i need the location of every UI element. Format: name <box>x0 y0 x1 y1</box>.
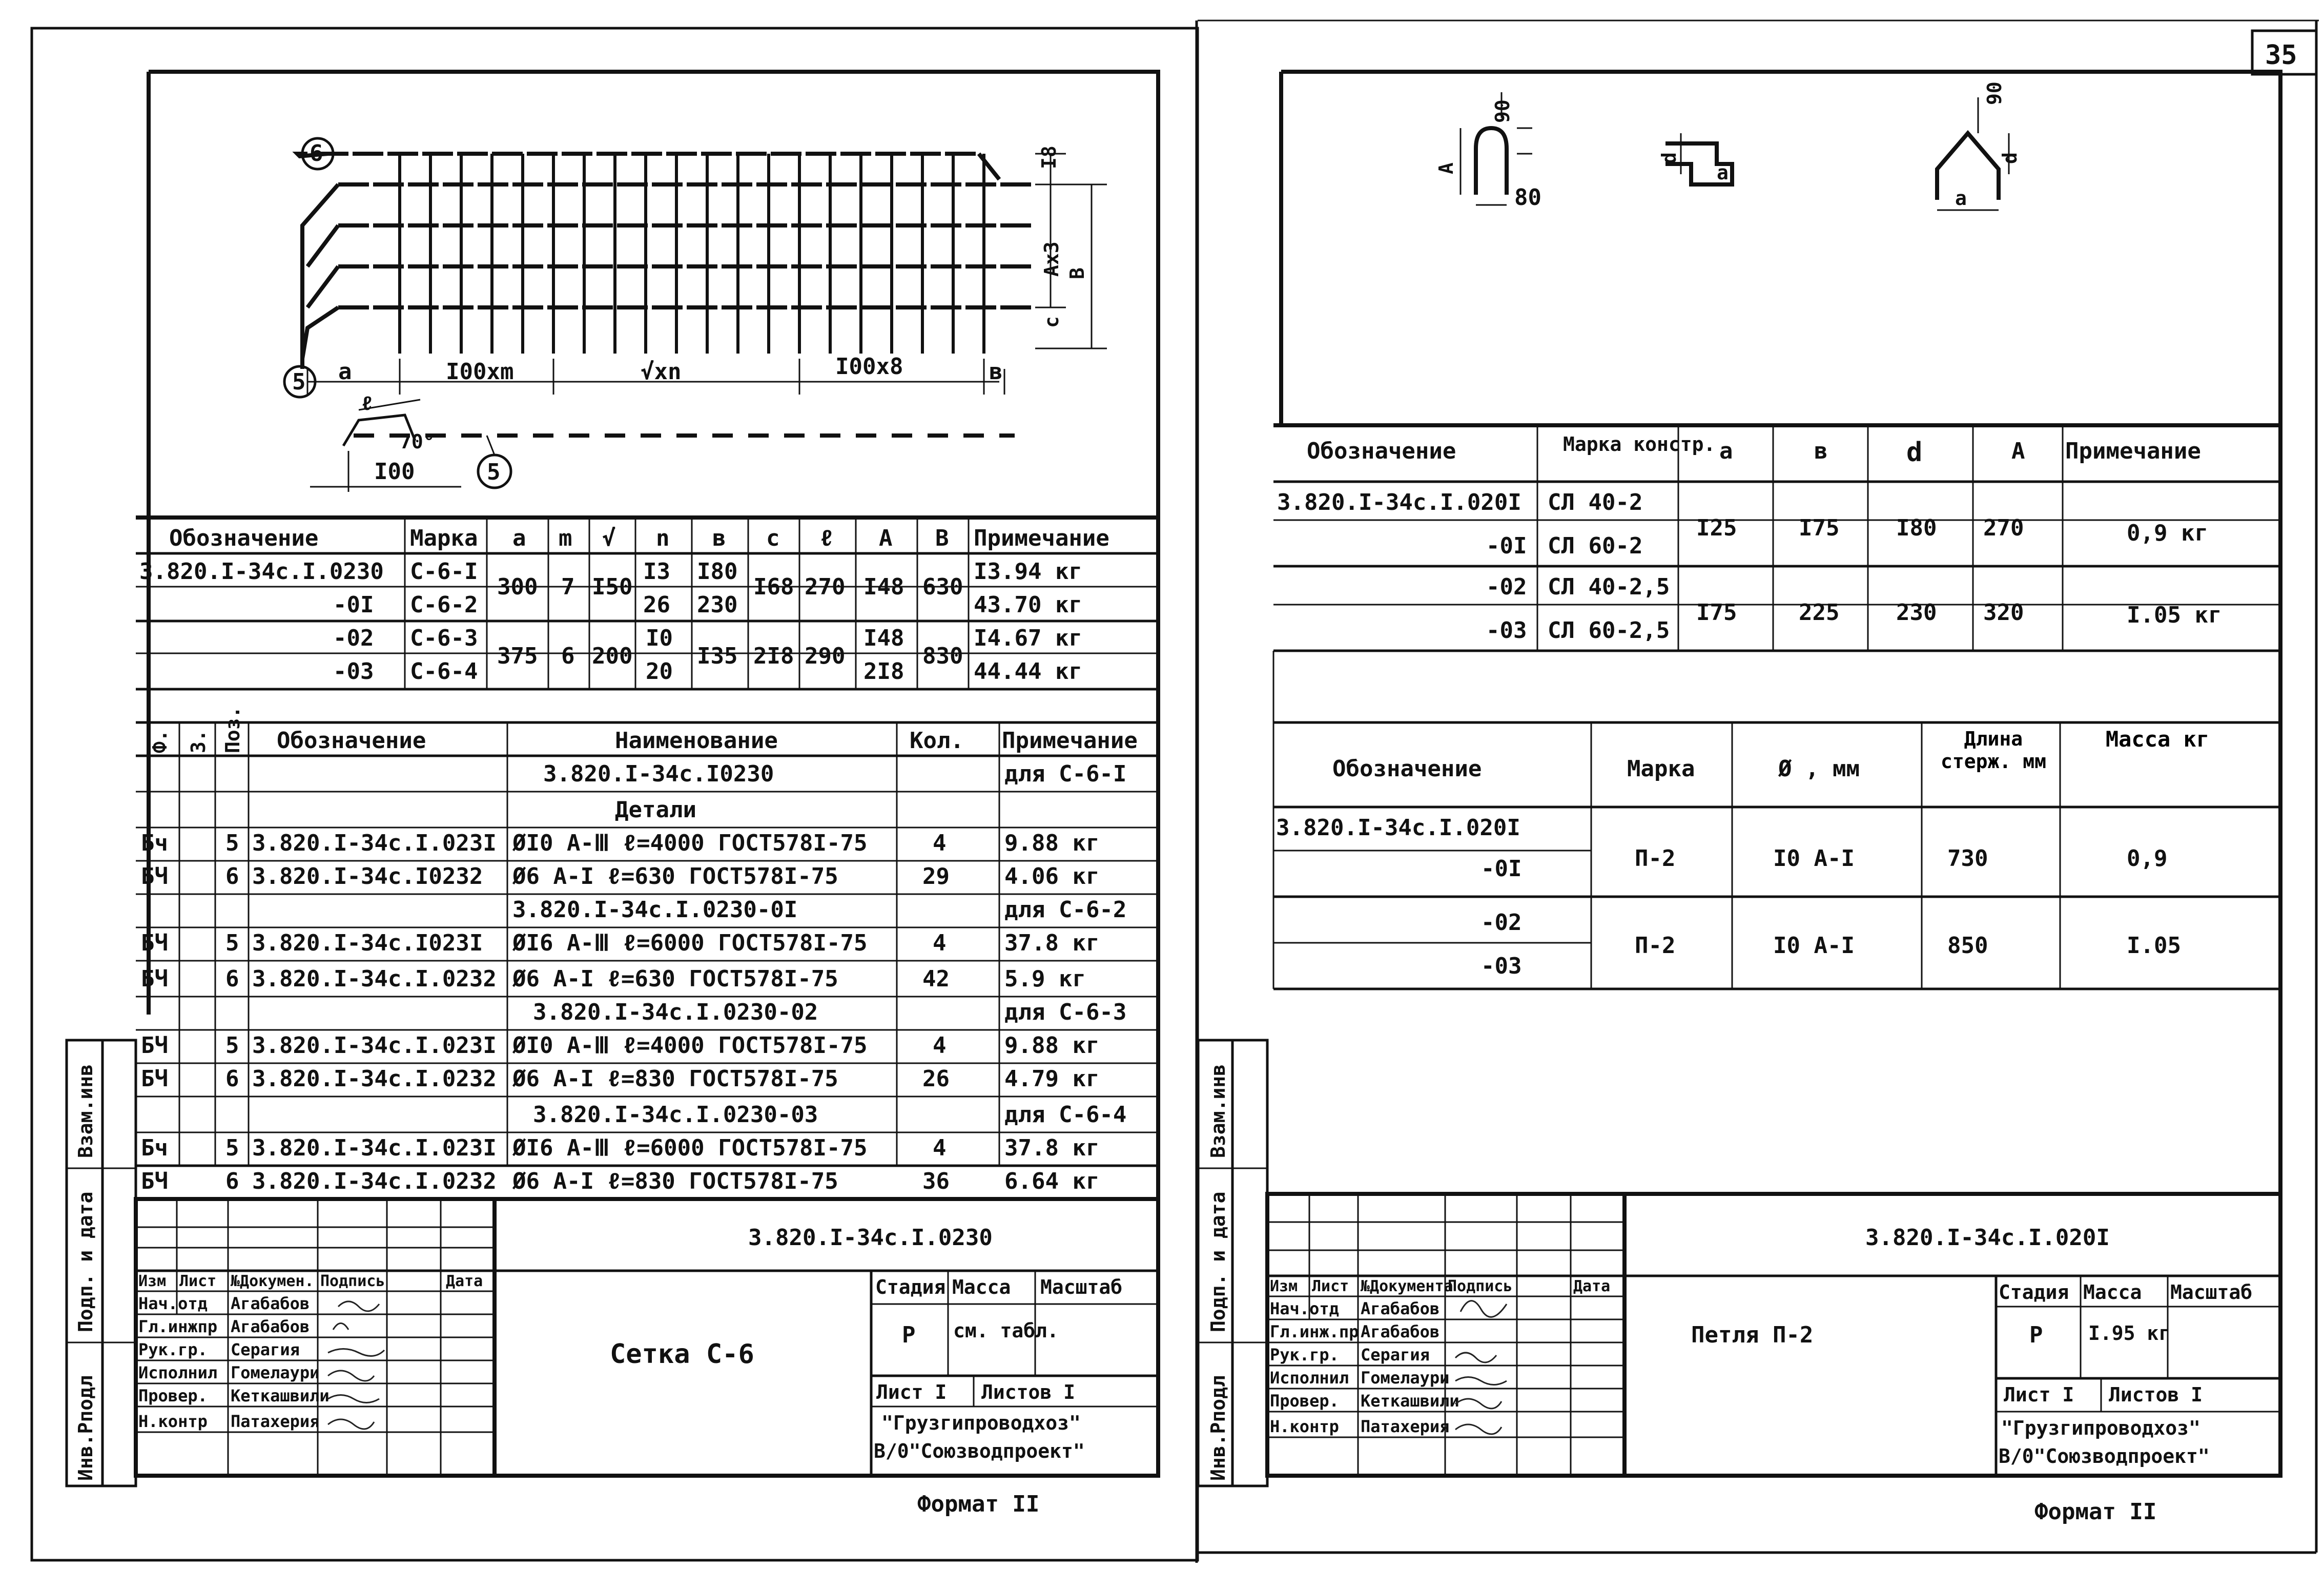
loop-dim-A: A <box>1435 162 1457 174</box>
spec-r9-p: 6 <box>225 1066 239 1092</box>
right-sheets: Листов I <box>2109 1383 2203 1406</box>
dim-a: a <box>338 359 352 385</box>
loop-r1-marka: CЛ 40-2 <box>1548 489 1643 515</box>
left-side-podp: Подп. и дата <box>74 1191 97 1332</box>
spec-r11-f: Бч <box>141 1135 168 1161</box>
params-r4-prim: 44.44 кг <box>974 658 1082 685</box>
loop-r4-oboz: -03 <box>1486 617 1527 644</box>
loop-h-oboz: Обозначение <box>1307 438 1456 464</box>
dim-ax3: Ax3 <box>1040 241 1063 277</box>
params-g1-A: I48 <box>863 574 904 600</box>
right-col-doc: №Документа <box>1361 1277 1453 1295</box>
loop-h-A: A <box>2011 438 2025 464</box>
page-number: 35 <box>2265 40 2297 71</box>
params-h-marka: Марка <box>410 525 478 551</box>
loop-g2-a: I75 <box>1696 599 1737 626</box>
right-role-2: Рук.гр. <box>1270 1345 1339 1364</box>
params-r4-A: 2I8 <box>863 658 904 685</box>
spec-r3-name: Ø6 A-I ℓ=630 ГОСТ578I-75 <box>512 863 838 890</box>
params-h-l: ℓ <box>820 525 834 551</box>
spec-r8-name: ØI0 A-Ⅲ ℓ=4000 ГОСТ578I-75 <box>512 1032 868 1059</box>
spec-r2-p: 5 <box>225 830 239 856</box>
loop-r4-marka: CЛ 60-2,5 <box>1548 617 1670 644</box>
spec-r11-p: 5 <box>225 1135 239 1161</box>
bar-r1-oboz: 3.820.I-34c.I.020I <box>1276 815 1520 841</box>
right-role-1: Гл.инж.пр <box>1270 1322 1359 1341</box>
spec-r6-qty: 42 <box>922 966 950 992</box>
loop-drawing <box>1461 92 2009 210</box>
spec-r11-qty: 4 <box>933 1135 947 1161</box>
right-col-list: Лист <box>1312 1277 1349 1295</box>
bar-g2-len: 850 <box>1947 933 1988 959</box>
bar-h-marka: Марка <box>1627 756 1695 782</box>
params-r3-oboz: -02 <box>333 625 374 651</box>
params-r2-marka: C-6-2 <box>410 592 478 618</box>
left-role-2: Рук.гр. <box>138 1340 208 1359</box>
params-h-oboz: Обозначение <box>169 525 319 551</box>
params-h-v: в <box>712 525 726 551</box>
left-col-date: Дата <box>446 1272 483 1290</box>
params-h-n: n <box>656 525 670 551</box>
bar-g1-dia: I0 A-I <box>1773 845 1855 872</box>
right-org2: B/0"Союзводпроект" <box>1999 1445 2210 1467</box>
left-person-2: Серагия <box>231 1340 300 1359</box>
spec-r4-note: для C-6-2 <box>1004 897 1127 923</box>
spec-r9-oboz: 3.820.I-34c.I.0232 <box>252 1066 497 1092</box>
params-r3-marka: C-6-3 <box>410 625 478 651</box>
right-name: Петля П-2 <box>1691 1322 1814 1348</box>
params-g2-sq: 200 <box>592 643 633 669</box>
params-h-A: A <box>879 525 893 551</box>
bar-g2-dia: I0 A-I <box>1773 933 1855 959</box>
params-g2-l: 290 <box>805 643 846 669</box>
spec-r9-name: Ø6 A-I ℓ=830 ГОСТ578I-75 <box>512 1066 838 1092</box>
params-h-prim: Примечание <box>974 525 1109 551</box>
params-r3-prim: I4.67 кг <box>974 625 1082 651</box>
spec-r6-p: 6 <box>225 966 239 992</box>
left-person-4: Кеткашвили <box>231 1386 330 1405</box>
params-g2-a: 375 <box>497 643 538 669</box>
left-person-5: Патахерия <box>231 1412 320 1431</box>
bar-h-oboz: Обозначение <box>1332 756 1482 782</box>
loop-h-d: d <box>1906 437 1923 468</box>
spec-r7-name: 3.820.I-34c.I.0230-02 <box>533 999 818 1025</box>
loop-dim-d1: d <box>1658 152 1680 164</box>
params-r3-A: I48 <box>863 625 904 651</box>
bar-g2-marka: П-2 <box>1635 933 1676 959</box>
spec-r8-f: БЧ <box>141 1032 168 1059</box>
bar-r3-oboz: -02 <box>1481 909 1522 936</box>
right-stage-label: Стадия <box>1999 1281 2069 1304</box>
bar-h-dia: Ø , мм <box>1778 756 1860 782</box>
right-col-podp: Подпись <box>1448 1277 1513 1295</box>
spec-r5-oboz: 3.820.I-34c.I023I <box>252 930 483 956</box>
spec-r0-name: 3.820.I-34c.I0230 <box>543 761 774 787</box>
loop-g2-A: 320 <box>1983 599 2024 626</box>
spec-h-name: Наименование <box>615 728 778 754</box>
right-col-date: Дата <box>1573 1277 1611 1295</box>
params-g2-v: I35 <box>697 643 738 669</box>
right-code: 3.820.I-34c.I.020I <box>1865 1225 2110 1251</box>
right-mass-label: Масса <box>2083 1281 2142 1304</box>
left-org1: "Грузгипроводхоз" <box>881 1412 1081 1434</box>
loop-h-a: a <box>1719 438 1733 464</box>
spec-r12-oboz: 3.820.I-34c.I.0232 <box>252 1168 497 1194</box>
bar-r2-oboz: -0I <box>1481 856 1522 882</box>
left-code: 3.820.I-34c.I.0230 <box>748 1225 993 1251</box>
left-col-podp: Подпись <box>320 1272 385 1290</box>
loop-dim-d2: d <box>1999 152 2021 164</box>
spec-r6-f: БЧ <box>141 966 168 992</box>
dim-b: в <box>989 359 1003 385</box>
right-person-5: Патахерия <box>1361 1417 1450 1436</box>
spec-r5-note: 37.8 кг <box>1004 930 1100 956</box>
right-role-4: Провер. <box>1270 1391 1339 1411</box>
right-role-0: Нач.отд <box>1270 1299 1339 1318</box>
loop-dim-80: 80 <box>1514 184 1541 211</box>
params-g1-sq: I50 <box>592 574 633 600</box>
spec-r2-qty: 4 <box>933 830 947 856</box>
params-r1-prim: I3.94 кг <box>974 559 1082 585</box>
spec-r0-note: для C-6-I <box>1004 761 1127 787</box>
dim-l: ℓ <box>361 392 373 415</box>
left-stage: P <box>902 1322 916 1348</box>
params-r2-oboz: -0I <box>333 592 374 618</box>
spec-r5-p: 5 <box>225 930 239 956</box>
spec-r6-note: 5.9 кг <box>1004 966 1086 992</box>
loop-h-prim: Примечание <box>2065 438 2201 464</box>
params-g2-c: 2I8 <box>753 643 794 669</box>
spec-r3-oboz: 3.820.I-34c.I0232 <box>252 863 483 890</box>
right-mass: I.95 кг <box>2088 1322 2171 1345</box>
left-person-0: Агабабов <box>231 1294 310 1313</box>
right-sheet: Лист I <box>2004 1383 2074 1406</box>
loop-r2-oboz: -0I <box>1486 533 1527 559</box>
left-mass: см. табл. <box>953 1319 1059 1342</box>
right-org1: "Грузгипроводхоз" <box>2001 1417 2200 1439</box>
left-mass-label: Масса <box>952 1276 1011 1298</box>
loop-dim-a1: a <box>1717 161 1729 184</box>
right-scale-label: Масштаб <box>2170 1281 2253 1304</box>
spec-h-z: З. <box>187 730 210 753</box>
bar-h-mass: Масса кг <box>2105 728 2210 752</box>
params-r2-prim: 43.70 кг <box>974 592 1082 618</box>
pos-6-label: 6 <box>310 140 323 167</box>
bar-g1-marka: П-2 <box>1635 845 1676 872</box>
params-r3-n: I0 <box>646 625 673 651</box>
loop-g2-prim: I.05 кг <box>2127 602 2222 628</box>
params-r2-n: 26 <box>643 592 670 618</box>
spec-r3-f: БЧ <box>141 863 168 890</box>
loop-g1-A: 270 <box>1983 515 2024 541</box>
bar-g1-mass: 0,9 <box>2127 845 2168 872</box>
spec-r11-note: 37.8 кг <box>1004 1135 1100 1161</box>
loop-dim-90a: 90 <box>1491 99 1514 123</box>
spec-r11-name: ØI6 A-Ⅲ ℓ=6000 ГОСТ578I-75 <box>512 1135 868 1161</box>
dim-100-side: I00 <box>374 459 415 485</box>
params-g2-m: 6 <box>561 643 575 669</box>
spec-r10-name: 3.820.I-34c.I.0230-03 <box>533 1102 818 1128</box>
loop-r3-oboz: -02 <box>1486 574 1527 600</box>
params-r1-oboz: 3.820.I-34c.I.0230 <box>139 559 384 585</box>
params-g1-c: I68 <box>753 574 794 600</box>
dim-b-total: B <box>1066 267 1088 279</box>
params-g2-B: 830 <box>922 643 963 669</box>
left-role-5: Н.контр <box>138 1412 208 1431</box>
loop-g2-v: 225 <box>1799 599 1840 626</box>
spec-r3-qty: 29 <box>922 863 950 890</box>
params-r1-marka: C-6-I <box>410 559 478 585</box>
right-side-invp: Инв.Рподл <box>1207 1375 1229 1481</box>
bar-g2-mass: I.05 <box>2127 933 2181 959</box>
spec-r9-qty: 26 <box>922 1066 950 1092</box>
right-format: Формат II <box>2034 1499 2157 1525</box>
right-person-2: Серагия <box>1361 1345 1430 1364</box>
params-h-sq: √ <box>602 525 616 551</box>
spec-h-p: Поз. <box>221 706 244 753</box>
params-r1-n: I3 <box>643 559 670 585</box>
left-sheets: Листов I <box>981 1381 1076 1403</box>
right-side-podp: Подп. и дата <box>1207 1191 1229 1332</box>
left-role-3: Исполнил <box>138 1363 218 1382</box>
spec-r5-qty: 4 <box>933 930 947 956</box>
bar-r4-oboz: -03 <box>1481 953 1522 979</box>
left-side-vzam: Взам.инв <box>74 1064 97 1158</box>
spec-r2-f: Бч <box>141 830 168 856</box>
spec-h-note: Примечание <box>1002 728 1138 754</box>
left-format: Формат II <box>917 1491 1040 1517</box>
right-signatures <box>1455 1301 1507 1434</box>
spec-r5-name: ØI6 A-Ⅲ ℓ=6000 ГОСТ578I-75 <box>512 930 868 956</box>
spec-r8-oboz: 3.820.I-34c.I.023I <box>252 1032 497 1059</box>
params-r1-v: I80 <box>697 559 738 585</box>
dim-100xm: I00xm <box>446 359 514 385</box>
right-role-5: Н.контр <box>1270 1417 1339 1436</box>
params-g1-l: 270 <box>805 574 846 600</box>
right-person-1: Агабабов <box>1361 1322 1440 1341</box>
spec-h-f: Ф. <box>149 730 171 753</box>
spec-r3-p: 6 <box>225 863 239 890</box>
spec-r12-name: Ø6 A-I ℓ=830 ГОСТ578I-75 <box>512 1168 838 1194</box>
spec-r6-name: Ø6 A-I ℓ=630 ГОСТ578I-75 <box>512 966 838 992</box>
params-r4-marka: C-6-4 <box>410 658 478 685</box>
left-role-0: Нач.отд <box>138 1294 208 1313</box>
left-role-4: Провер. <box>138 1386 208 1405</box>
loop-r3-marka: CЛ 40-2,5 <box>1548 574 1670 600</box>
spec-r12-p: 6 <box>225 1168 239 1194</box>
bar-g1-len: 730 <box>1947 845 1988 872</box>
dim-c: c <box>1040 316 1063 328</box>
loop-g1-v: I75 <box>1799 515 1840 541</box>
dim-100x8: I00x8 <box>835 354 903 380</box>
spec-r8-p: 5 <box>225 1032 239 1059</box>
right-role-3: Исполнил <box>1270 1368 1349 1388</box>
spec-r1-name: Детали <box>615 797 696 823</box>
params-h-c: c <box>766 525 780 551</box>
left-person-1: Агабабов <box>231 1317 310 1336</box>
params-r2-v: 230 <box>697 592 738 618</box>
params-r4-n: 20 <box>646 658 673 685</box>
spec-r2-oboz: 3.820.I-34c.I.023I <box>252 830 497 856</box>
left-col-doc: №Докумен. <box>231 1272 314 1290</box>
dim-18: I8 <box>1038 146 1060 169</box>
loop-g2-d: 230 <box>1896 599 1937 626</box>
left-role-1: Гл.инжпр <box>138 1317 218 1336</box>
left-name: Сетка C-6 <box>610 1339 754 1370</box>
pos-5-side-label: 5 <box>487 459 501 485</box>
spec-r12-f: БЧ <box>141 1168 168 1194</box>
spec-r12-note: 6.64 кг <box>1004 1168 1100 1194</box>
params-g1-B: 630 <box>922 574 963 600</box>
left-col-izm: Изм <box>138 1272 167 1290</box>
spec-r3-note: 4.06 кг <box>1004 863 1100 890</box>
right-person-4: Кеткашвили <box>1361 1391 1459 1411</box>
left-side-invp: Инв.Рподл <box>74 1375 97 1481</box>
right-person-0: Агабабов <box>1361 1299 1440 1318</box>
left-col-list: Лист <box>179 1272 217 1290</box>
loop-dim-90b: 90 <box>1983 81 2006 105</box>
params-g1-a: 300 <box>497 574 538 600</box>
left-person-3: Гомелаури <box>231 1363 320 1382</box>
left-stage-label: Стадия <box>875 1276 946 1298</box>
spec-r9-f: БЧ <box>141 1066 168 1092</box>
loop-h-v: в <box>1814 438 1828 464</box>
spec-r8-qty: 4 <box>933 1032 947 1059</box>
left-sheet: Лист I <box>876 1381 947 1403</box>
pos-5-label: 5 <box>292 369 306 395</box>
params-h-B: B <box>935 525 949 551</box>
dim-vxn: √xn <box>641 359 682 385</box>
spec-r5-f: БЧ <box>141 930 168 956</box>
spec-r11-oboz: 3.820.I-34c.I.023I <box>252 1135 497 1161</box>
left-scale-label: Масштаб <box>1040 1276 1123 1298</box>
spec-h-qty: Кол. <box>910 728 964 754</box>
left-signatures <box>328 1301 384 1429</box>
spec-r8-note: 9.88 кг <box>1004 1032 1100 1059</box>
bar-h-len-wrap <box>1932 728 2055 804</box>
right-side-vzam: Взам.инв <box>1207 1064 1229 1158</box>
loop-g1-a: I25 <box>1696 515 1737 541</box>
params-h-m: m <box>559 525 572 551</box>
loop-h-marka: Марка констр. <box>1563 433 1716 456</box>
params-h-a: a <box>512 525 526 551</box>
right-stage: P <box>2029 1322 2043 1348</box>
bar-h-len: Длина стерж. мм <box>1941 728 2046 773</box>
loop-r2-marka: CЛ 60-2 <box>1548 533 1643 559</box>
spec-r7-note: для C-6-3 <box>1004 999 1127 1025</box>
spec-r2-name: ØI0 A-Ⅲ ℓ=4000 ГОСТ578I-75 <box>512 830 868 856</box>
right-col-izm: Изм <box>1270 1277 1298 1295</box>
spec-h-oboz: Обозначение <box>277 728 426 754</box>
spec-r6-oboz: 3.820.I-34c.I.0232 <box>252 966 497 992</box>
spec-r4-name: 3.820.I-34c.I.0230-0I <box>512 897 798 923</box>
loop-r1-oboz: 3.820.I-34c.I.020I <box>1277 489 1521 515</box>
params-r4-oboz: -03 <box>333 658 374 685</box>
spec-r9-note: 4.79 кг <box>1004 1066 1100 1092</box>
loop-g1-d: I80 <box>1896 515 1937 541</box>
left-org2: B/0"Союзводпроект" <box>874 1440 1085 1462</box>
spec-r12-qty: 36 <box>922 1168 950 1194</box>
right-person-3: Гомелаури <box>1361 1368 1450 1388</box>
spec-r10-note: для C-6-4 <box>1004 1102 1127 1128</box>
dim-70: 70° <box>400 430 435 453</box>
loop-g1-prim: 0,9 кг <box>2127 520 2208 546</box>
loop-dim-a2: a <box>1955 187 1967 210</box>
params-g1-m: 7 <box>561 574 575 600</box>
bar-h-mass-wrap <box>2081 728 2234 804</box>
spec-r2-note: 9.88 кг <box>1004 830 1100 856</box>
